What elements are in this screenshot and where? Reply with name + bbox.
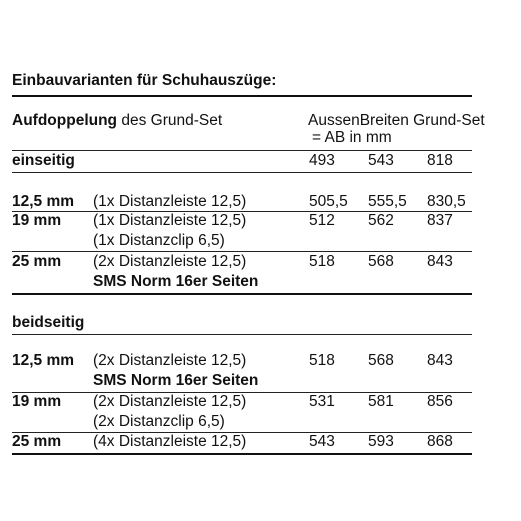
einseitig-row-desc: (1x Distanzclip 6,5) [93, 232, 225, 249]
section-divider [12, 293, 472, 295]
header-divider [12, 150, 472, 151]
einseitig-row-note: SMS Norm 16er Seiten [93, 273, 259, 290]
einseitig-row-value-3: 843 [427, 253, 453, 270]
einseitig-base-value-3: 818 [427, 152, 453, 169]
einseitig-row-size: 12,5 mm [12, 193, 75, 210]
header-grund-set: des Grund-Set [117, 112, 223, 129]
einseitig-row-value-1: 512 [309, 212, 335, 229]
einseitig-row-desc: (1x Distanzleiste 12,5) [93, 212, 247, 229]
header-aufdoppelung: Aufdoppelung [12, 112, 118, 129]
einseitig-base-value-1: 493 [309, 152, 335, 169]
beidseitig-row-desc: (2x Distanzleiste 12,5) [93, 352, 247, 369]
einseitig-row-size: 19 mm [12, 212, 62, 229]
beidseitig-row-value-2: 593 [368, 433, 394, 450]
einseitig-divider [12, 172, 472, 173]
beidseitig-row-size: 19 mm [12, 393, 62, 410]
header-left [12, 112, 222, 130]
header-right-line2: = AB in mm [312, 129, 392, 146]
beidseitig-row-size: 12,5 mm [12, 352, 75, 369]
beidseitig-row-value-3: 843 [427, 352, 453, 369]
beidseitig-row-desc: (2x Distanzclip 6,5) [93, 413, 225, 430]
einseitig-row-value-1: 518 [309, 253, 335, 270]
einseitig-base-value-2: 543 [368, 152, 394, 169]
einseitig-row-value-1: 505,5 [309, 193, 348, 210]
einseitig-row-value-2: 562 [368, 212, 394, 229]
einseitig-row-size: 25 mm [12, 253, 62, 270]
beidseitig-divider [12, 334, 472, 335]
document-title: Einbauvarianten für Schuhauszüge: [12, 72, 277, 89]
beidseitig-row-value-2: 568 [368, 352, 394, 369]
beidseitig-row-note: SMS Norm 16er Seiten [93, 372, 259, 389]
einseitig-row-value-2: 555,5 [368, 193, 407, 210]
beidseitig-row-value-2: 581 [368, 393, 394, 410]
beidseitig-row-value-3: 868 [427, 433, 453, 450]
table-bottom-rule [12, 453, 472, 455]
beidseitig-row-desc: (4x Distanzleiste 12,5) [93, 433, 247, 450]
header-right-line1: AussenBreiten Grund-Set [308, 112, 485, 129]
row-divider [12, 251, 472, 252]
einseitig-row-value-3: 837 [427, 212, 453, 229]
einseitig-row-value-2: 568 [368, 253, 394, 270]
einseitig-heading: einseitig [12, 152, 75, 169]
einseitig-row-desc: (2x Distanzleiste 12,5) [93, 253, 247, 270]
beidseitig-row-value-1: 518 [309, 352, 335, 369]
beidseitig-heading: beidseitig [12, 314, 85, 331]
beidseitig-row-size: 25 mm [12, 433, 62, 450]
einseitig-row-desc: (1x Distanzleiste 12,5) [93, 193, 247, 210]
beidseitig-row-value-3: 856 [427, 393, 453, 410]
title-divider [12, 95, 472, 97]
beidseitig-row-value-1: 531 [309, 393, 335, 410]
beidseitig-row-value-1: 543 [309, 433, 335, 450]
beidseitig-row-desc: (2x Distanzleiste 12,5) [93, 393, 247, 410]
einseitig-row-value-3: 830,5 [427, 193, 466, 210]
